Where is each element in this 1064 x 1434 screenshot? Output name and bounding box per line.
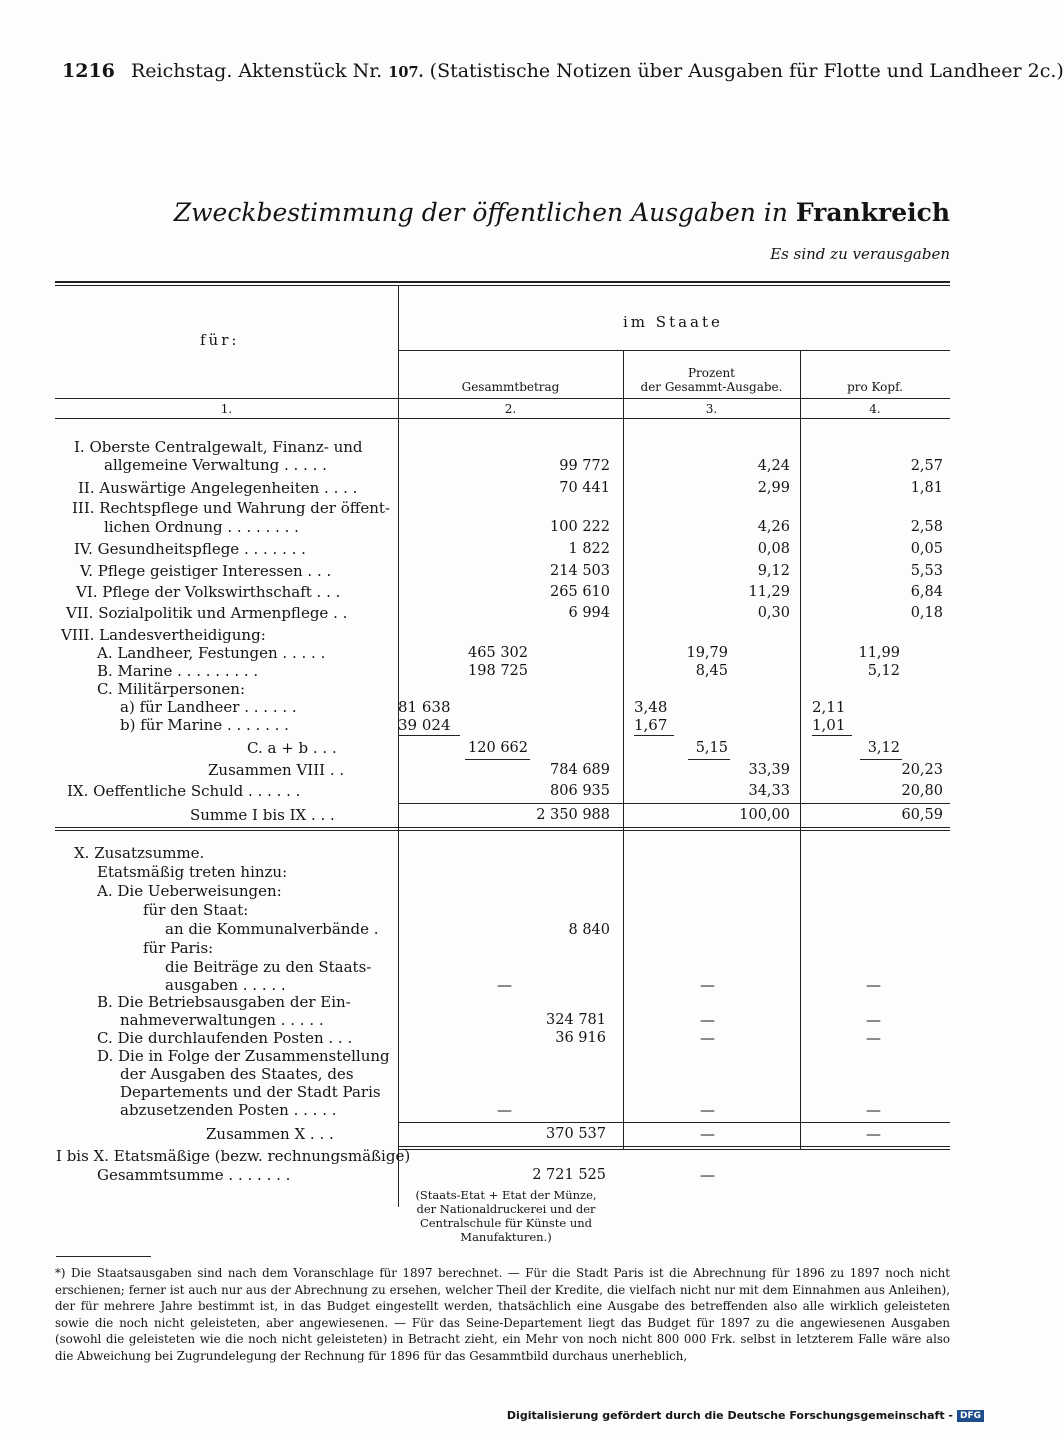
head-rule-3 [55,418,950,419]
row-viii-cab-pct: 5,15 [695,740,728,756]
row-iii-label2: lichen Ordnung . . . . . . . . [104,518,299,536]
gesammt-line-2: Gesammtsumme . . . . . . . [97,1166,291,1184]
row-ix-total: 806 935 [550,783,610,799]
x-line-14: Departements und der Stadt Paris [120,1083,381,1101]
x-dash-8b: — [700,976,715,994]
running-header [62,60,1064,82]
header-subtitle: (Statistische Notizen über Ausgaben für Flotte und Landheer 2c.) [429,60,1064,82]
row-viii-cb-kopf: 1,01 [812,716,846,734]
row-vi-label: VI. Pflege der Volkswirthschaft . . . [76,583,341,601]
row-viii-ca-pct: 3,48 [634,698,668,716]
row-viii-ca-total: 81 638 [398,698,451,716]
row-i-kopf: 2,57 [910,458,943,474]
row-vi-kopf: 6,84 [910,584,943,600]
sub-rule-ca [398,735,460,736]
x-sum-total: 370 537 [546,1126,606,1142]
row-summe-label: Summe I bis IX . . . [190,806,335,824]
x-dash-8c: — [866,976,881,994]
header-number: 107. [388,64,424,81]
row-i-pct: 4,24 [757,458,790,474]
row-viii-b-kopf: 5,12 [867,663,900,679]
row-summe-kopf: 60,59 [901,807,943,823]
row-ii-total: 70 441 [559,480,610,496]
row-viii-cab-kopf: 3,12 [867,740,900,756]
x-dash-8a: — [497,976,512,994]
row-iv-total: 1 822 [568,541,610,557]
x-sum-dash-b: — [700,1125,715,1143]
row-i-label: I. Oberste Centralgewalt, Finanz- und [74,438,363,456]
col-divider-1 [398,285,399,1207]
x-line-2: Etatsmäßig treten hinzu: [97,863,288,881]
sub-rule-pa [634,735,674,736]
row-viii-label: VIII. Landesvertheidigung: [61,626,266,644]
x-line-6: für Paris: [143,939,214,957]
gesammt-total: 2 721 525 [532,1167,606,1183]
dfg-logo: DFG [957,1410,984,1422]
x-line-7: die Beiträge zu den Staats- [165,958,372,976]
x-value-11: 36 916 [555,1030,606,1046]
col-number-1: 1. [220,402,233,416]
x-line-1: X. Zusatzsumme. [74,844,205,862]
header-fuer: für: [200,331,240,349]
x-dash-10c: — [866,1011,881,1029]
x-line-9: B. Die Betriebsausgaben der Ein- [97,993,351,1011]
row-vii-pct: 0,30 [757,605,790,621]
row-viii-cb-total: 39 024 [398,716,451,734]
row-iii-label: III. Rechtspflege und Wahrung der öffent- [72,499,391,517]
x-line-10: nahmeverwaltungen . . . . . [120,1011,324,1029]
row-viii-cb-label: b) für Marine . . . . . . . [120,716,289,734]
header-col3a: Prozent [687,366,735,380]
page-number: 1216 [62,60,115,82]
sum-rule-bottom-2 [55,830,950,831]
row-iv-kopf: 0,05 [910,541,943,557]
gesammt-line-1: I bis X. Etatsmäßige (bezw. rechnungsmäßige) [56,1147,411,1165]
row-i-total: 99 772 [559,458,610,474]
row-v-kopf: 5,53 [910,563,943,579]
header-col2: Gesammtbetrag [461,380,560,394]
row-ix-label: IX. Oeffentliche Schuld . . . . . . [67,782,301,800]
col-divider-3 [800,350,801,1150]
row-v-total: 214 503 [550,563,610,579]
row-viii-b-pct: 8,45 [695,663,728,679]
x-sum-rule-bottom-2 [398,1149,950,1150]
row-ii-label: II. Auswärtige Angelegenheiten . . . . [78,479,358,497]
row-ix-kopf: 20,80 [901,783,943,799]
x-value-10: 324 781 [546,1012,606,1028]
x-line-8: ausgaben . . . . . [165,976,286,994]
row-summe-total: 2 350 988 [536,807,610,823]
row-iv-label: IV. Gesundheitspflege . . . . . . . [74,540,306,558]
row-viii-a-label: A. Landheer, Festungen . . . . . [97,644,326,662]
row-ix-pct: 34,33 [748,783,790,799]
row-iv-pct: 0,08 [757,541,790,557]
x-sum-dash-c: — [866,1125,881,1143]
row-v-pct: 9,12 [757,563,790,579]
row-viii-a-kopf: 11,99 [858,645,900,661]
footnote-rule [56,1256,151,1257]
gesammt-note-4: Manufakturen.) [460,1230,552,1244]
page-title [174,198,950,227]
footnote: *) Die Staatsausgaben sind nach dem Voranschlage für 1897 berechnet. — Für die Stadt Paris ist die Abrechnung für 1896 zu 1897 noch nicht erschienen; ferner ist auch nur aus der Abrechnung zu ersehen, welcher Theil der Kredite, die vielfach nicht nur mit dem Einnahmen aus Anleihen), der für mehrere Jahre bestimmt ist, in das Budget eingestellt werden, thatsächlich eine Ausgabe des betreffenden also alle wirklich geleisteten sowie die noch nicht geleisteten, aber angewiesenen. — Für das Seine-Departement liegt das Budget für 1897 zu die angewiesenen Ausgaben (sowohl die geleisteten wie die noch nicht geleisteten) in Betracht zieht, ein Mehr von noch nicht 800 000 Frk. selbst in letzterem Falle wäre also die Abweichung bei Zugrundelegung der Rechnung für 1896 für das Gesammtbild durchaus unerheblich, [55,1266,950,1363]
x-line-5: an die Kommunalverbände . [165,920,379,938]
row-v-label: V. Pflege geistiger Interessen . . . [80,562,332,580]
row-viii-sum-label: Zusammen VIII . . [208,761,345,779]
sum-rule-top [398,803,950,804]
head-rule-1 [398,350,950,351]
header-im-staate: im Staate [623,313,723,331]
title-main: Zweckbestimmung der öffentlichen Ausgaben in [173,198,788,227]
row-i-label2: allgemeine Verwaltung . . . . . [104,456,327,474]
x-sum-rule-bottom [398,1146,950,1147]
gesammt-note-3: Centralschule für Künste und [419,1216,593,1230]
credit-text: Digitalisierung gefördert durch die Deutsche Forschungsgemeinschaft - [506,1409,953,1422]
x-dash-10b: — [700,1011,715,1029]
row-viii-b-label: B. Marine . . . . . . . . . [97,662,259,680]
col-number-4: 4. [869,402,881,416]
x-line-15: abzusetzenden Posten . . . . . [120,1101,337,1119]
row-iii-total: 100 222 [550,519,610,535]
title-country: Frankreich [795,198,950,227]
x-dash-11c: — [866,1029,881,1047]
x-line-13: der Ausgaben des Staates, des [120,1065,354,1083]
row-viii-a-total: 465 302 [468,645,528,661]
row-viii-ca-label: a) für Landheer . . . . . . [120,698,297,716]
sum-rule-bottom [55,827,950,828]
x-dash-11b: — [700,1029,715,1047]
row-vii-label: VII. Sozialpolitik und Armenpflege . . [66,604,348,622]
col-divider-2 [623,350,624,1150]
row-viii-sum-kopf: 20,23 [901,762,943,778]
x-line-12: D. Die in Folge der Zusammenstellung [97,1047,390,1065]
row-ii-pct: 2,99 [757,480,790,496]
row-vii-total: 6 994 [568,605,610,621]
row-viii-sum-total: 784 689 [550,762,610,778]
table-top-rule [55,281,950,283]
row-viii-a-pct: 19,79 [686,645,728,661]
row-viii-c-label: C. Militärpersonen: [97,680,246,698]
title-subline: Es sind zu verausgaben [770,245,950,263]
row-vii-kopf: 0,18 [910,605,943,621]
x-line-11: C. Die durchlaufenden Posten . . . [97,1029,353,1047]
row-viii-cb-pct: 1,67 [634,716,668,734]
col-number-2: 2. [504,402,517,416]
row-vi-pct: 11,29 [748,584,790,600]
row-iii-kopf: 2,58 [910,519,943,535]
row-viii-cab-label: C. a + b . . . [247,739,337,757]
x-sum-label: Zusammen X . . . [206,1125,334,1143]
head-rule-2 [55,398,950,399]
x-line-3: A. Die Ueberweisungen: [97,882,282,900]
row-viii-sum-pct: 33,39 [748,762,790,778]
table-top-rule-2 [55,285,950,286]
row-viii-cab-total: 120 662 [468,740,528,756]
col-number-3: 3. [705,402,718,416]
sub-rule-ka [812,735,852,736]
x-dash-15a: — [497,1101,512,1119]
x-line-4: für den Staat: [143,901,249,919]
row-viii-b-total: 198 725 [468,663,528,679]
x-dash-15c: — [866,1101,881,1119]
row-viii-ca-kopf: 2,11 [812,698,846,716]
gesammt-dash: — [700,1166,715,1184]
header-col3b: der Gesammt-Ausgabe. [640,380,783,394]
digitization-credit [507,1409,984,1422]
header-text: Reichstag. Aktenstück Nr. [130,60,383,82]
row-ii-kopf: 1,81 [910,480,943,496]
header-col4: pro Kopf. [847,380,903,394]
gesammt-note-1: (Staats-Etat + Etat der Münze, [415,1188,597,1202]
gesammt-note-2: der Nationaldruckerei und der [416,1202,596,1216]
x-sum-rule [398,1122,950,1123]
row-iii-pct: 4,26 [757,519,790,535]
row-vi-total: 265 610 [550,584,610,600]
row-summe-pct: 100,00 [739,807,790,823]
x-value-5: 8 840 [568,922,610,938]
x-dash-15b: — [700,1101,715,1119]
